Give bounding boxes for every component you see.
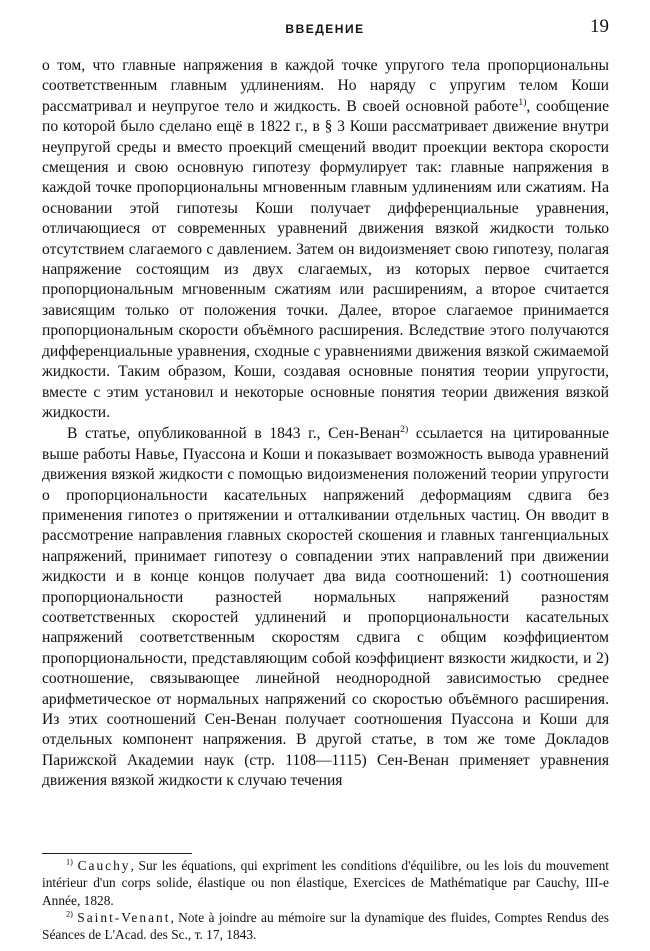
page-number: 19 bbox=[590, 16, 609, 37]
footnote-divider bbox=[42, 853, 192, 854]
footnote-author: Saint-Venant bbox=[77, 909, 171, 925]
main-text bbox=[42, 56, 609, 792]
footnote-author: Cauchy bbox=[77, 858, 131, 873]
paragraph-2 bbox=[42, 424, 609, 791]
footnote-reference[interactable]: 2) bbox=[400, 424, 409, 436]
footnote-text: , Note à joindre au mémoire sur la dynamique des fluides, Comptes Rendus des Séances de L'Acad. des Sc., т. 17, 1843. bbox=[42, 909, 609, 943]
footnotes bbox=[42, 857, 609, 943]
footnote-mark: 2) bbox=[66, 909, 73, 919]
running-head: ВВЕДЕНИЕ bbox=[285, 22, 365, 36]
paragraph-text-continued: ссылается на цитированные выше работы Навье, Пуассона и Коши и показывает возможность вывода уравнений движения вязкой жидкости с помощью видоизменения положений теории упругости о пропорциональности касательных напряжений деформациям сдвига без применения гипотез о притяжении и отталкивании отдельных частиц. Он вводит в рассмотрение направления главных скоростей скошения и главных тангенциальных напряжений, принимает гипотезу о совпадении этих направлений при движении жидкости и в конце концов получает два вида соотношений: 1) соотношения пропорциональности разностей нормальных напряжений разностям соответственных скоростей удлинений и пропорциональности касательных напряжений соответственным скоростям сдвига с общим коэффициентом пропорциональности, представляющим собой коэффициент вязкости жидкости, и 2) соотношение, связывающее линейной неоднородной зависимостью среднее арифметическое от нормальных напряжений со скоростью объёмного расширения. Из этих соотношений Сен-Венан получает соотношения Пуассона и Коши для отдельных компонент напряжения. В другой статье, в том же томе Докладов Парижской Академии наук (стр. 1108—1115) Сен-Венан применяет уравнения движения вязкой жидкости к случаю течения bbox=[42, 425, 609, 790]
footnote-mark: 1) bbox=[66, 857, 73, 867]
footnote-reference[interactable]: 1) bbox=[518, 96, 527, 108]
paragraph-text: В статье, опубликованной в 1843 г., Сен-Венан bbox=[67, 425, 401, 443]
paragraph-text: о том, что главные напряжения в каждой точке упругого тела пропорциональны соответственным главным удлинениям. Но наряду с упругим телом Коши рассматривал и неупругое тело и жидкость. В своей основной работе bbox=[42, 57, 609, 115]
footnote-1 bbox=[42, 857, 609, 909]
footnote-text: , Sur les équations, qui expriment les conditions d'équilibre, ou les lois du mouvement intérieur d'un corps solide, élastique ou non élastique, Exercices de Mathématique par Cauchy, III-e Année, 1828. bbox=[42, 858, 609, 908]
page-header bbox=[0, 16, 650, 46]
paragraph-1 bbox=[42, 56, 609, 423]
footnote-2 bbox=[42, 909, 609, 944]
paragraph-text-continued: , сообщение по которой было сделано ещё в 1822 г., в § 3 Коши рассматривает движение внутри неупругой среды и вместо проекций смещений вводит проекции вектора скорости смещения и свою основную гипотезу формулирует так: главные напряжения в каждой точке пропорциональны мгновенным главным удлинениям или сжатиям. На основании этой гипотезы Коши получает дифференциальные уравнения, отличающиеся от современных уравнений движения вязкой жидкости только отсутствием слагаемого с давлением. Затем он видоизменяет свою гипотезу, полагая напряжение состоящим из двух слагаемых, из которых первое считается пропорциональным мгновенным сжатиям или расширениям, а второе считается зависящим только от положения точки. Далее, второе слагаемое принимается пропорциональным скорости объёмного расширения. Вследствие этого получаются дифференциальные уравнения, сходные с уравнениями движения вязкой сжимаемой жидкости. Таким образом, Коши, создавая основные понятия теории упругости, вместе с этим установил и некоторые основные понятия теории движения вязкой жидкости. bbox=[42, 97, 610, 421]
